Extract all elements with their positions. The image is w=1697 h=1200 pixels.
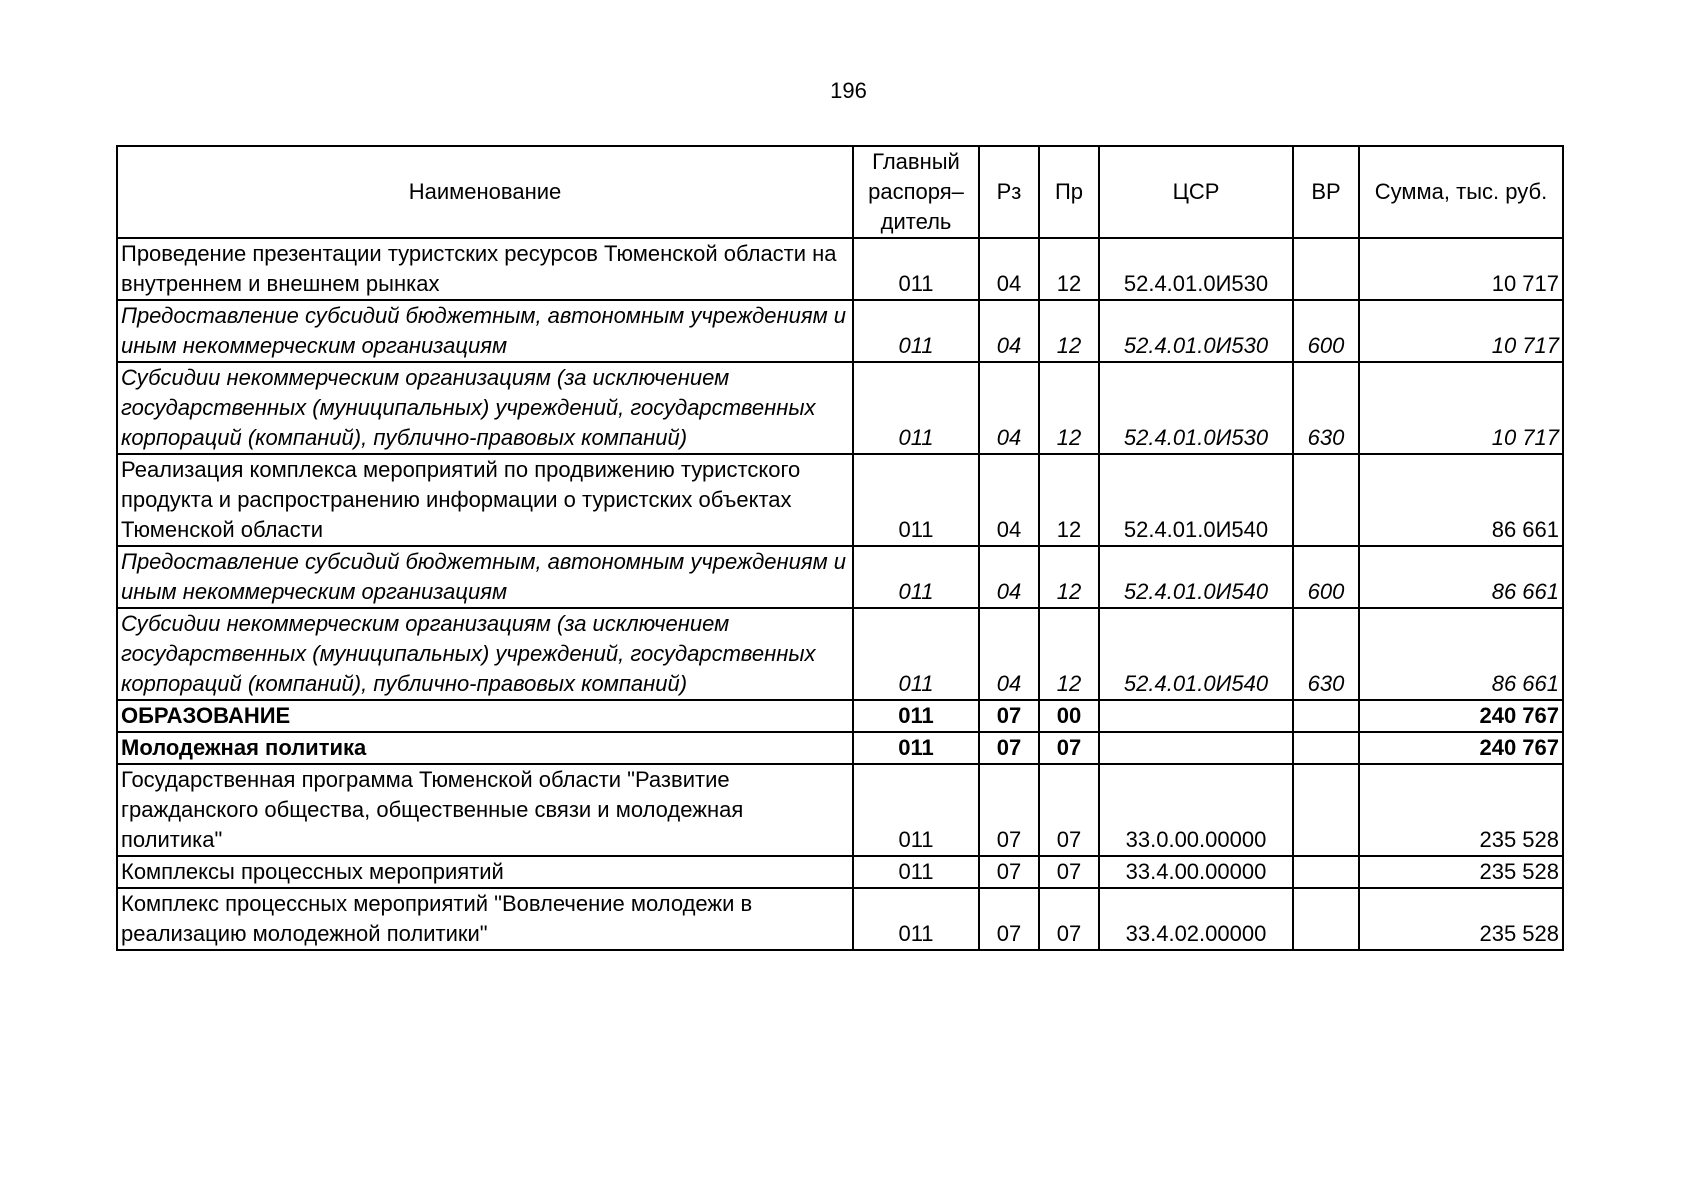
row-main-manager-cell: 011 <box>853 700 979 732</box>
row-csr-cell: 52.4.01.0И530 <box>1099 362 1293 454</box>
row-pr-cell: 07 <box>1039 888 1099 950</box>
row-rz-cell: 04 <box>979 608 1039 700</box>
row-pr-cell: 07 <box>1039 856 1099 888</box>
row-name-cell: Государственная программа Тюменской области "Развитие гражданского общества, общественные связи и молодежная политика" <box>117 764 853 856</box>
row-name-cell: Комплексы процессных мероприятий <box>117 856 853 888</box>
row-vr-cell: 600 <box>1293 300 1359 362</box>
table-row <box>117 362 1563 454</box>
row-name-cell: Молодежная политика <box>117 732 853 764</box>
row-name-cell: Реализация комплекса мероприятий по продвижению туристского продукта и распространению информации о туристских объектах Тюменской области <box>117 454 853 546</box>
row-csr-cell <box>1099 700 1293 732</box>
row-pr-cell: 07 <box>1039 764 1099 856</box>
row-main-manager-cell: 011 <box>853 362 979 454</box>
row-main-manager-cell: 011 <box>853 608 979 700</box>
column-header-sum: Сумма, тыс. руб. <box>1359 146 1563 238</box>
column-header-pr: Пр <box>1039 146 1099 238</box>
row-sum-cell: 10 717 <box>1359 238 1563 300</box>
column-header-vr: ВР <box>1293 146 1359 238</box>
row-main-manager-cell: 011 <box>853 546 979 608</box>
row-main-manager-cell: 011 <box>853 764 979 856</box>
row-name-cell: Субсидии некоммерческим организациям (за исключением государственных (муниципальных) учреждений, государственных корпораций (компаний), публично-правовых компаний) <box>117 362 853 454</box>
row-sum-cell: 240 767 <box>1359 732 1563 764</box>
row-main-manager-cell: 011 <box>853 238 979 300</box>
row-sum-cell: 235 528 <box>1359 764 1563 856</box>
row-sum-cell: 240 767 <box>1359 700 1563 732</box>
row-csr-cell: 52.4.01.0И540 <box>1099 546 1293 608</box>
row-rz-cell: 07 <box>979 764 1039 856</box>
row-vr-cell: 600 <box>1293 546 1359 608</box>
table-row <box>117 764 1563 856</box>
row-pr-cell: 12 <box>1039 300 1099 362</box>
row-csr-cell: 52.4.01.0И530 <box>1099 300 1293 362</box>
table-row <box>117 732 1563 764</box>
row-sum-cell: 86 661 <box>1359 608 1563 700</box>
table-row <box>117 238 1563 300</box>
row-pr-cell: 12 <box>1039 608 1099 700</box>
column-header-rz: Рз <box>979 146 1039 238</box>
row-rz-cell: 07 <box>979 700 1039 732</box>
row-main-manager-cell: 011 <box>853 856 979 888</box>
column-header-name: Наименование <box>117 146 853 238</box>
row-name-cell: Предоставление субсидий бюджетным, автономным учреждениям и иным некоммерческим организациям <box>117 300 853 362</box>
row-main-manager-cell: 011 <box>853 300 979 362</box>
row-name-cell: Комплекс процессных мероприятий "Вовлечение молодежи в реализацию молодежной политики" <box>117 888 853 950</box>
row-pr-cell: 12 <box>1039 362 1099 454</box>
row-pr-cell: 12 <box>1039 454 1099 546</box>
row-sum-cell: 10 717 <box>1359 300 1563 362</box>
row-vr-cell <box>1293 856 1359 888</box>
row-vr-cell <box>1293 888 1359 950</box>
row-csr-cell: 33.4.00.00000 <box>1099 856 1293 888</box>
table-row <box>117 856 1563 888</box>
row-vr-cell <box>1293 238 1359 300</box>
row-rz-cell: 07 <box>979 888 1039 950</box>
row-sum-cell: 10 717 <box>1359 362 1563 454</box>
row-vr-cell <box>1293 700 1359 732</box>
row-name-cell: Предоставление субсидий бюджетным, автономным учреждениям и иным некоммерческим организациям <box>117 546 853 608</box>
table-row <box>117 546 1563 608</box>
row-name-cell: Проведение презентации туристских ресурсов Тюменской области на внутреннем и внешнем рынках <box>117 238 853 300</box>
row-pr-cell: 12 <box>1039 546 1099 608</box>
row-main-manager-cell: 011 <box>853 732 979 764</box>
row-main-manager-cell: 011 <box>853 454 979 546</box>
row-name-cell: Субсидии некоммерческим организациям (за исключением государственных (муниципальных) учреждений, государственных корпораций (компаний), публично-правовых компаний) <box>117 608 853 700</box>
table-row <box>117 454 1563 546</box>
row-sum-cell: 235 528 <box>1359 888 1563 950</box>
row-rz-cell: 04 <box>979 546 1039 608</box>
row-rz-cell: 04 <box>979 238 1039 300</box>
row-vr-cell <box>1293 454 1359 546</box>
table-row <box>117 888 1563 950</box>
table-row <box>117 300 1563 362</box>
row-csr-cell: 33.4.02.00000 <box>1099 888 1293 950</box>
row-rz-cell: 07 <box>979 856 1039 888</box>
budget-table <box>116 145 1564 951</box>
row-name-cell: ОБРАЗОВАНИЕ <box>117 700 853 732</box>
row-main-manager-cell: 011 <box>853 888 979 950</box>
row-vr-cell: 630 <box>1293 362 1359 454</box>
table-header-row <box>117 146 1563 238</box>
table-body <box>117 238 1563 950</box>
row-pr-cell: 12 <box>1039 238 1099 300</box>
row-rz-cell: 04 <box>979 454 1039 546</box>
row-sum-cell: 86 661 <box>1359 546 1563 608</box>
row-csr-cell: 33.0.00.00000 <box>1099 764 1293 856</box>
row-vr-cell: 630 <box>1293 608 1359 700</box>
row-csr-cell: 52.4.01.0И540 <box>1099 608 1293 700</box>
page-number: 196 <box>830 78 867 103</box>
row-pr-cell: 00 <box>1039 700 1099 732</box>
row-sum-cell: 235 528 <box>1359 856 1563 888</box>
row-rz-cell: 07 <box>979 732 1039 764</box>
row-vr-cell <box>1293 732 1359 764</box>
row-csr-cell: 52.4.01.0И530 <box>1099 238 1293 300</box>
row-csr-cell <box>1099 732 1293 764</box>
row-pr-cell: 07 <box>1039 732 1099 764</box>
row-rz-cell: 04 <box>979 362 1039 454</box>
row-csr-cell: 52.4.01.0И540 <box>1099 454 1293 546</box>
table-row <box>117 608 1563 700</box>
column-header-csr: ЦСР <box>1099 146 1293 238</box>
row-rz-cell: 04 <box>979 300 1039 362</box>
table-row <box>117 700 1563 732</box>
column-header-main-manager: Главный распоря– дитель <box>853 146 979 238</box>
row-vr-cell <box>1293 764 1359 856</box>
row-sum-cell: 86 661 <box>1359 454 1563 546</box>
